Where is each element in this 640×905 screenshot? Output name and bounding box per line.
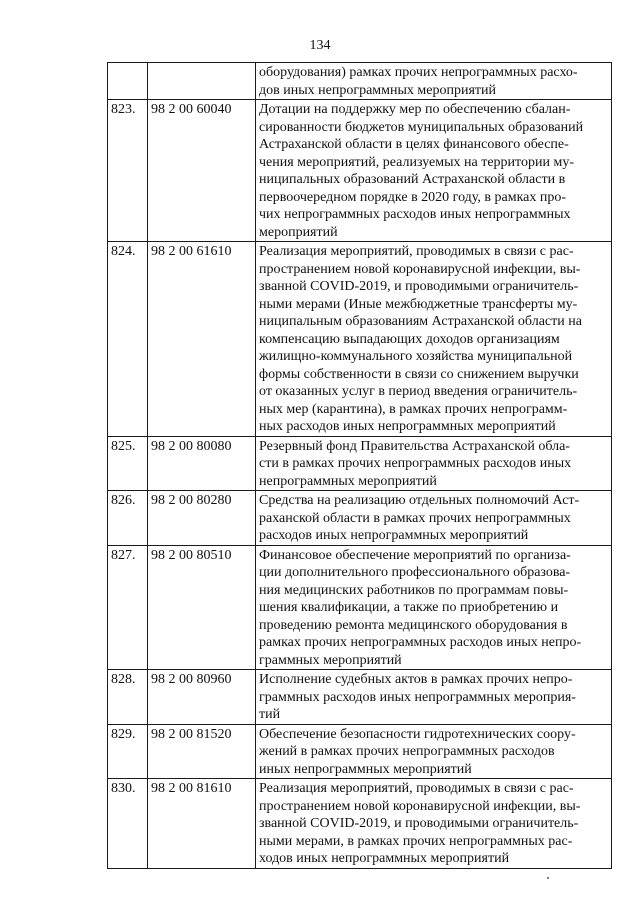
row-description: Обеспечение безопасности гидротехнических соору- жений в рамках прочих непрограммных расходов иных непрограммных мероприятий: [256, 724, 612, 779]
table-row: [108, 100, 612, 242]
row-number: 826.: [108, 491, 148, 546]
table-row: [108, 545, 612, 670]
table-row: [108, 779, 612, 869]
row-description: Резервный фонд Правительства Астраханской обла- сти в рамках прочих непрограммных расходов иных непрограммных мероприятий: [256, 436, 612, 491]
table-row: [108, 724, 612, 779]
budget-code: 98 2 00 80080: [148, 436, 256, 491]
budget-code: 98 2 00 81520: [148, 724, 256, 779]
row-description: Реализация мероприятий, проводимых в связи с рас- пространением новой коронавирусной инфекции, вы- званной COVID-2019, и проводимыми ограничитель- ными мерами, в рамках прочих непрограммных рас- ходов иных непрограммных мероприятий: [256, 779, 612, 869]
row-description: Средства на реализацию отдельных полномочий Аст- раханской области в рамках прочих непрограммных расходов иных непрограммных мероприятий: [256, 491, 612, 546]
row-number: 824.: [108, 242, 148, 437]
table-row: [108, 63, 612, 100]
row-number: [108, 63, 148, 100]
row-description: Финансовое обеспечение мероприятий по организа- ции дополнительного профессионального образова- ния медицинских работников по программам повы- шения квалификации, а также по приобретению и проведению ремонта медицинского оборудования в рамках прочих непрограммных расходов иных непро- граммных мероприятий: [256, 545, 612, 670]
row-number: 825.: [108, 436, 148, 491]
table-row: [108, 670, 612, 725]
row-description: Дотации на поддержку мер по обеспечению сбалан- сированности бюджетов муниципальных образований Астраханской области в целях финансового обеспе- чения мероприятий, реализуемых на территории му- ниципальных образований Астраханской области в первоочередном порядке в 2020 году, в рамках про- чих непрограммных расходов иных непрограммных мероприятий: [256, 100, 612, 242]
budget-code-table: [107, 62, 612, 869]
page-number: 134: [309, 38, 331, 53]
table-row: [108, 242, 612, 437]
budget-code: 98 2 00 80280: [148, 491, 256, 546]
row-description: Реализация мероприятий, проводимых в связи с рас- пространением новой коронавирусной инфекции, вы- званной COVID-2019, и проводимыми ограничитель- ными мерами (Иные межбюджетные трансферты му- ниципальным образованиям Астраханской области на компенсацию выпадающих доходов организациям жилищно-коммунального хозяйства муниципальной формы собственности в связи со снижением выручки от оказанных услуг в период введения ограничитель- ных мер (карантина), в рамках прочих непрограмм- ных расходов иных непрограммных мероприятий: [256, 242, 612, 437]
row-number: 829.: [108, 724, 148, 779]
scan-artifact-dot: [547, 877, 549, 879]
budget-code: 98 2 00 80960: [148, 670, 256, 725]
table-row: [108, 491, 612, 546]
table-row: [108, 436, 612, 491]
budget-code: [148, 63, 256, 100]
row-description: оборудования) рамках прочих непрограммных расхо- дов иных непрограммных мероприятий: [256, 63, 612, 100]
budget-code: 98 2 00 61610: [148, 242, 256, 437]
row-number: 823.: [108, 100, 148, 242]
budget-code: 98 2 00 80510: [148, 545, 256, 670]
budget-code: 98 2 00 81610: [148, 779, 256, 869]
row-description: Исполнение судебных актов в рамках прочих непро- граммных расходов иных непрограммных мероприя- тий: [256, 670, 612, 725]
row-number: 827.: [108, 545, 148, 670]
row-number: 828.: [108, 670, 148, 725]
row-number: 830.: [108, 779, 148, 869]
budget-code: 98 2 00 60040: [148, 100, 256, 242]
